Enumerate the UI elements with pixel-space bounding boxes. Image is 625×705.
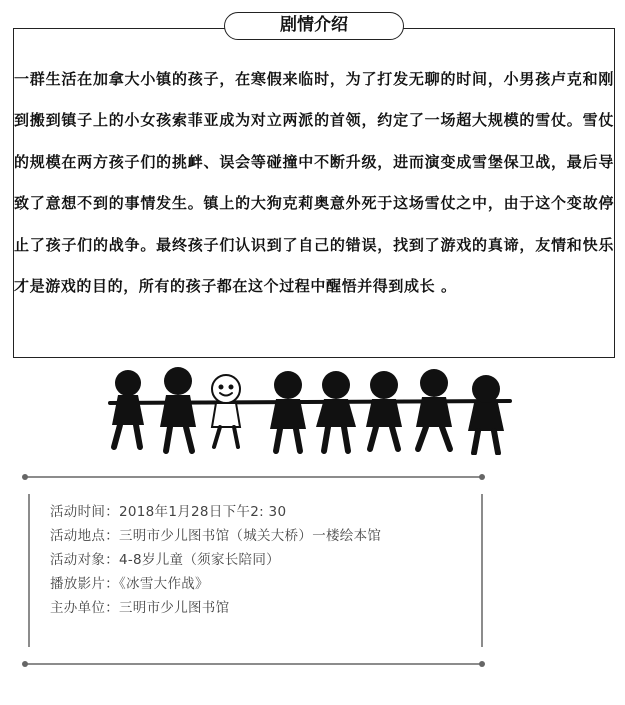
child-silhouette (160, 367, 196, 451)
info-row-location (50, 524, 381, 548)
child-silhouette (270, 371, 306, 451)
info-label: 活动地点： (50, 528, 119, 544)
synopsis-box (13, 28, 615, 358)
child-silhouette (366, 371, 402, 449)
children-holding-hands-illustration (100, 365, 525, 455)
info-value: 4-8岁儿童（须家长陪同） (119, 552, 280, 568)
info-label: 活动对象： (50, 552, 119, 568)
info-row-organizer (50, 596, 381, 620)
info-value: 三明市少儿图书馆（城关大桥）一楼绘本馆 (119, 528, 382, 544)
child-silhouette (112, 370, 144, 447)
info-row-film (50, 572, 381, 596)
event-info-list (50, 500, 381, 620)
synopsis-text: 一群生活在加拿大小镇的孩子，在寒假来临时，为了打发无聊的时间，小男孩卢克和刚到搬到镇子上的小女孩索菲亚成为对立两派的首领，约定了一场超大规模的雪仗。雪仗的规模在两方孩子们的挑衅、误会等碰撞中不断升级，进而演变成雪堡保卫战，最后导致了意想不到的事情发生。镇上的大狗克莉奥意外死于这场雪仗之中，由于这个变故停止了孩子们的战争。最终孩子们认识到了自己的错误，找到了游戏的真谛，友情和快乐才是游戏的目的，所有的孩子都在这个过程中醒悟并得到成长 。 (14, 70, 614, 296)
info-label: 主办单位： (50, 600, 119, 616)
info-value: 2018年1月28日下午2: 30 (119, 504, 287, 520)
child-silhouette (416, 369, 452, 449)
child-silhouette (316, 371, 356, 451)
section-title: 剧情介绍 (224, 12, 404, 40)
info-value: 《冰雪大作战》 (119, 576, 209, 592)
info-row-time (50, 500, 381, 524)
child-silhouette (468, 375, 504, 453)
info-label: 活动时间： (50, 504, 119, 520)
info-label: 播放影片： (50, 576, 119, 592)
child-outline (212, 375, 240, 447)
info-value: 三明市少儿图书馆 (119, 600, 230, 616)
info-row-audience (50, 548, 381, 572)
